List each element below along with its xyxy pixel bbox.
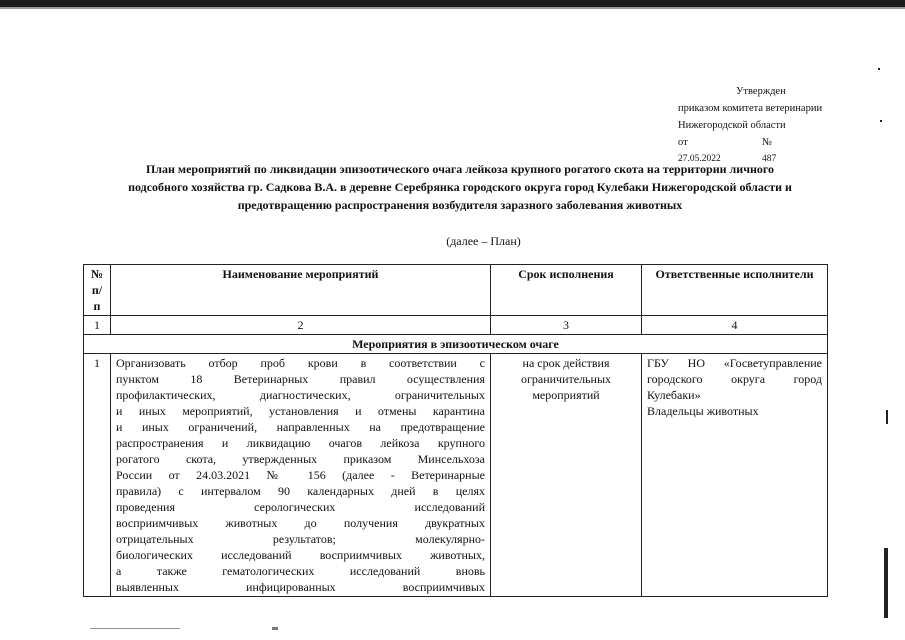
approval-line-3: Нижегородской области bbox=[678, 120, 786, 131]
header-term: Срок исполнения bbox=[491, 265, 642, 316]
activity-line: проведения серологических исследований bbox=[116, 500, 485, 514]
scan-speck bbox=[878, 68, 880, 70]
header-name: Наименование мероприятий bbox=[111, 265, 491, 316]
scan-top-shadow bbox=[0, 7, 905, 9]
col-number-3: 3 bbox=[491, 316, 642, 335]
title-line-3: предотвращению распространения возбудителя заразного заболевания животных bbox=[237, 198, 683, 212]
col-number-2: 2 bbox=[111, 316, 491, 335]
row-number: 1 bbox=[84, 354, 111, 597]
activity-line: и иных ограничений, направленных на предотвращение bbox=[116, 420, 485, 434]
scan-artifact-right-bar bbox=[884, 548, 888, 618]
execution-term bbox=[491, 354, 642, 597]
title-line-2: подсобного хозяйства гр. Садкова В.А. в деревне Серебрянка городского округа город Кулебаки Нижегородской области и bbox=[128, 180, 792, 194]
approval-number-label: № bbox=[762, 137, 773, 148]
scan-speck bbox=[880, 120, 882, 122]
approval-date: 27.05.2022 bbox=[678, 154, 721, 164]
activity-line: правила) с интервалом 90 календарных дней в целях bbox=[116, 484, 485, 498]
document-subtitle: (далее – План) bbox=[446, 234, 521, 248]
activity-line: отрицательных результатов; молекулярно- bbox=[116, 532, 485, 546]
responsible-executors bbox=[642, 354, 828, 597]
section-row bbox=[84, 335, 828, 354]
activity-line: биологических исследований восприимчивых животных, bbox=[116, 548, 485, 562]
approval-stamp bbox=[678, 83, 822, 168]
scan-speck bbox=[886, 410, 888, 424]
col-number-1: 1 bbox=[84, 316, 111, 335]
activity-line: и иных мероприятий, установления и отмены карантина bbox=[116, 404, 485, 418]
activity-line: Организовать отбор проб крови в соответствии с bbox=[116, 356, 485, 370]
scan-artifact-bottom bbox=[90, 628, 180, 629]
activity-line: выявленных инфицированных восприимчивых bbox=[116, 580, 485, 594]
activity-line: России от 24.03.2021 № 156 (далее - Ветеринарные bbox=[116, 468, 485, 482]
title-line-1: План мероприятий по ликвидации эпизоотического очага лейкоза крупного рогатого скота на территории личного bbox=[145, 162, 775, 176]
activity-line: восприимчивых животных до получения двукратных bbox=[116, 516, 485, 530]
activity-line: а также гематологических исследований вновь bbox=[116, 564, 485, 578]
activity-line: рогатого скота, утвержденных приказом Минсельхоза bbox=[116, 452, 485, 466]
approval-line-2: приказом комитета ветеринарии bbox=[678, 103, 823, 114]
responsible-owners: Владельцы животных bbox=[647, 404, 759, 418]
approval-number: 487 bbox=[762, 154, 777, 164]
approval-from-label: от bbox=[678, 137, 688, 148]
table-header-row bbox=[84, 265, 828, 316]
approval-from-row bbox=[678, 134, 822, 151]
header-resp: Ответственные исполнители bbox=[642, 265, 828, 316]
column-numbers-row bbox=[84, 316, 828, 335]
term-line: ограничительных bbox=[520, 372, 612, 386]
scan-speck bbox=[272, 627, 278, 630]
scan-top-edge bbox=[0, 0, 905, 7]
document-title bbox=[70, 160, 850, 214]
table-row bbox=[84, 354, 828, 597]
header-num: № п/п bbox=[84, 265, 111, 316]
term-line: мероприятий bbox=[532, 388, 600, 402]
activity-line: распространения и ликвидацию очагов лейкоза крупного bbox=[116, 436, 485, 450]
term-line: на срок действия bbox=[522, 356, 610, 370]
col-number-4: 4 bbox=[642, 316, 828, 335]
approval-line-1: Утвержден bbox=[736, 86, 786, 97]
activity-description bbox=[111, 354, 491, 597]
plan-table bbox=[83, 264, 828, 597]
responsible-organization: ГБУ НО «Госветуправление городского округа город Кулебаки» bbox=[647, 356, 822, 402]
activity-line: пунктом 18 Ветеринарных правил осуществления bbox=[116, 372, 485, 386]
activity-line: профилактических, диагностических, ограничительных bbox=[116, 388, 485, 402]
section-title: Мероприятия в эпизоотическом очаге bbox=[84, 335, 828, 354]
